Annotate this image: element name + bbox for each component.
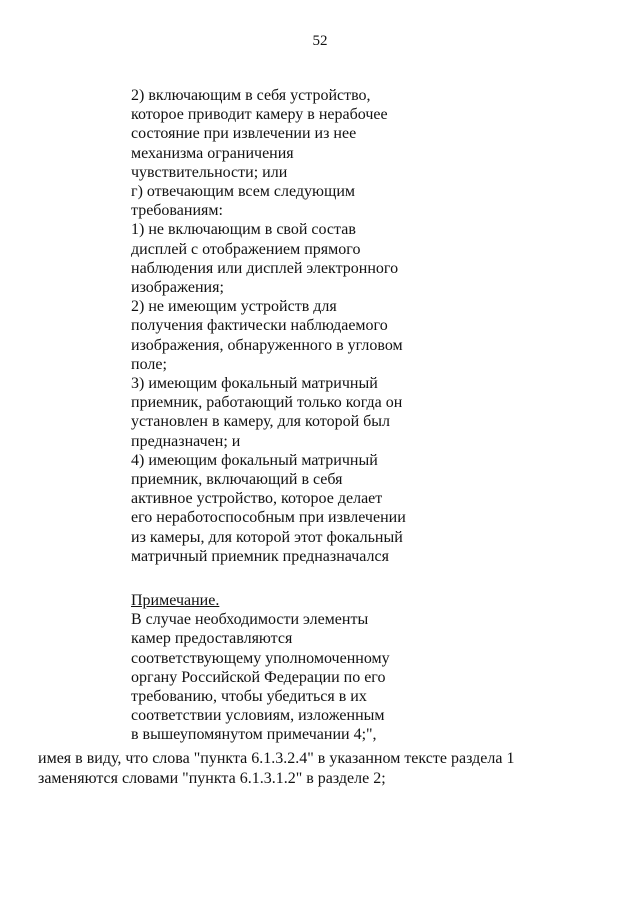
text-line: 2) включающим в себя устройство, <box>131 87 371 104</box>
note-line: требованию, чтобы убедиться в их <box>131 688 367 706</box>
text-line: дисплей с отображением прямого <box>131 240 361 258</box>
text-line: 1) не включающим в свой состав <box>131 221 356 239</box>
main-text-block <box>131 86 531 566</box>
note-heading: Примечание. <box>131 592 220 609</box>
text-line: поле; <box>131 355 167 373</box>
note-line: в вышеупомянутом примечании 4;", <box>131 726 377 744</box>
closing-line: имея в виду, что слова "пункта 6.1.3.2.4" в указанном тексте раздела 1 <box>38 750 515 767</box>
note-line: соответствующему уполномоченному <box>131 649 390 667</box>
page-number: 52 <box>312 33 328 49</box>
note-line: В случае необходимости элементы <box>131 611 369 629</box>
note-line: соответствии условиям, изложенным <box>131 707 385 725</box>
text-line: установлен в камеру, для которой был <box>131 413 390 431</box>
note-line: органу Российской Федерации по его <box>131 668 386 686</box>
note-line: камер предоставляются <box>131 630 293 648</box>
text-line: из камеры, для которой этот фокальный <box>131 528 403 546</box>
text-line: 3) имеющим фокальный матричный <box>131 375 378 393</box>
text-line: наблюдения или дисплей электронного <box>131 259 399 277</box>
text-line: активное устройство, которое делает <box>131 490 383 508</box>
note-block <box>131 591 531 745</box>
text-line: матричный приемник предназначался <box>131 547 389 565</box>
text-line: механизма ограничения <box>131 144 294 162</box>
text-line: предназначен; и <box>131 432 241 450</box>
text-line: изображения, обнаруженного в угловом <box>131 336 403 354</box>
text-line: приемник, работающий только когда он <box>131 394 403 412</box>
text-line: которое приводит камеру в нерабочее <box>131 106 388 124</box>
closing-line: заменяются словами "пункта 6.1.3.1.2" в разделе 2; <box>38 769 386 787</box>
text-line: изображения; <box>131 279 224 297</box>
text-line: приемник, включающий в себя <box>131 471 343 489</box>
text-line: чувствительности; или <box>131 163 288 181</box>
text-line: состояние при извлечении из нее <box>131 125 357 143</box>
closing-paragraph <box>38 749 618 788</box>
text-line: требованиям: <box>131 202 223 220</box>
text-line: 4) имеющим фокальный матричный <box>131 451 378 469</box>
text-line: г) отвечающим всем следующим <box>131 183 356 201</box>
text-line: его неработоспособным при извлечении <box>131 509 406 527</box>
text-line: 2) не имеющим устройств для <box>131 298 337 316</box>
text-line: получения фактически наблюдаемого <box>131 317 388 335</box>
